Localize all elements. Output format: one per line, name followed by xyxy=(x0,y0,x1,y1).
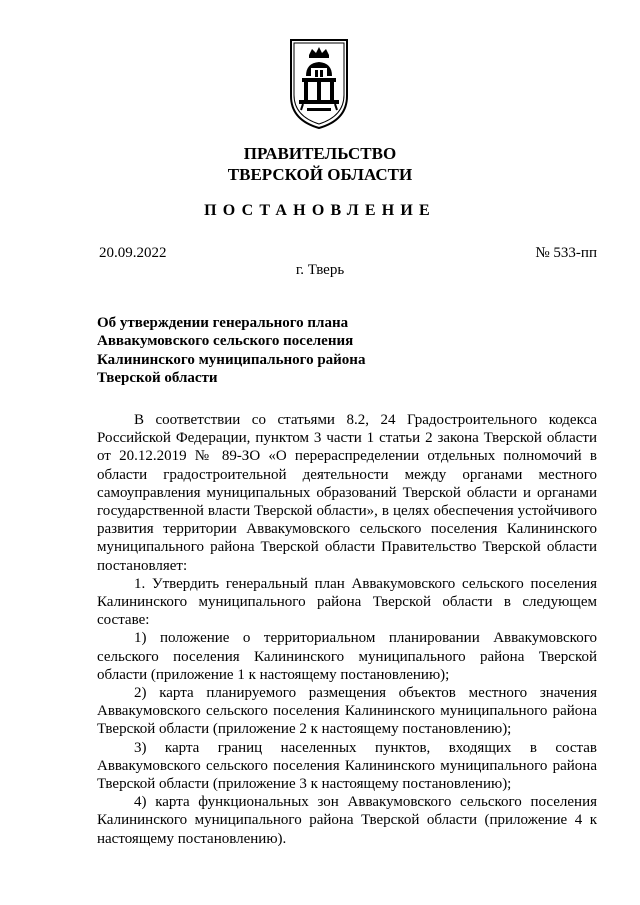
body-paragraph: 2) карта планируемого размещения объектов местного значения Аввакумовского сельского поселения Калининского муниципального района Тверской области (приложение 2 к настоящему постановлению); xyxy=(97,685,597,738)
body-paragraph: 1. Утвердить генеральный план Аввакумовского сельского поселения Калининского муниципального района Тверской области в следующем составе: xyxy=(97,575,597,629)
body-paragraph: 3) карта границ населенных пунктов, входящих в состав Аввакумовского сельского поселения Калининского муниципального района Тверской области (приложение 3 к настоящему постановлению); xyxy=(97,739,597,793)
subject-line: Об утверждении генерального плана xyxy=(97,315,349,331)
government-name-line2: ТВЕРСКОЙ ОБЛАСТИ xyxy=(227,165,413,184)
subject-line: Калининского муниципального района xyxy=(97,351,366,368)
subject-line: Тверской области xyxy=(97,370,218,387)
document-number: № 533-пп xyxy=(535,245,597,261)
document-date: 20.09.2022 xyxy=(99,245,167,261)
document-type-title: ПОСТАНОВЛЕНИЕ xyxy=(204,202,436,219)
body-paragraph: В соответствии со статьями 8.2, 24 Градостроительного кодекса Российской Федерации, пунктом 3 части 1 статьи 2 закона Тверской области от 20.12.2019 № 89-ЗО «О перераспределении отдельных полномочий в области градостроительной деятельности между органами местного самоуправления муниципальных образований Тверской области и органами государственной власти Тверской области», в целях обеспечения устойчивого развития территории Аввакумовского сельского поселения Калининского муниципального района Тверской области Правительство Тверской области постановляет: xyxy=(97,412,597,574)
body-paragraph: 1) положение о территориальном планировании Аввакумовского сельского поселения Калининского муниципального района Тверской области (приложение 1 к настоящему постановлению); xyxy=(97,630,597,683)
government-name-line1: ПРАВИТЕЛЬСТВО xyxy=(243,144,397,163)
subject-line: Аввакумовского сельского поселения xyxy=(97,333,354,350)
document-subject xyxy=(97,314,397,388)
document-city: г. Тверь xyxy=(295,262,345,278)
coat-of-arms-emblem xyxy=(289,38,349,130)
document-body xyxy=(97,411,597,848)
body-paragraph: 4) карта функциональных зон Аввакумовского сельского поселения Калининского муниципального района Тверской области (приложение 4 к настоящему постановлению). xyxy=(97,794,597,847)
